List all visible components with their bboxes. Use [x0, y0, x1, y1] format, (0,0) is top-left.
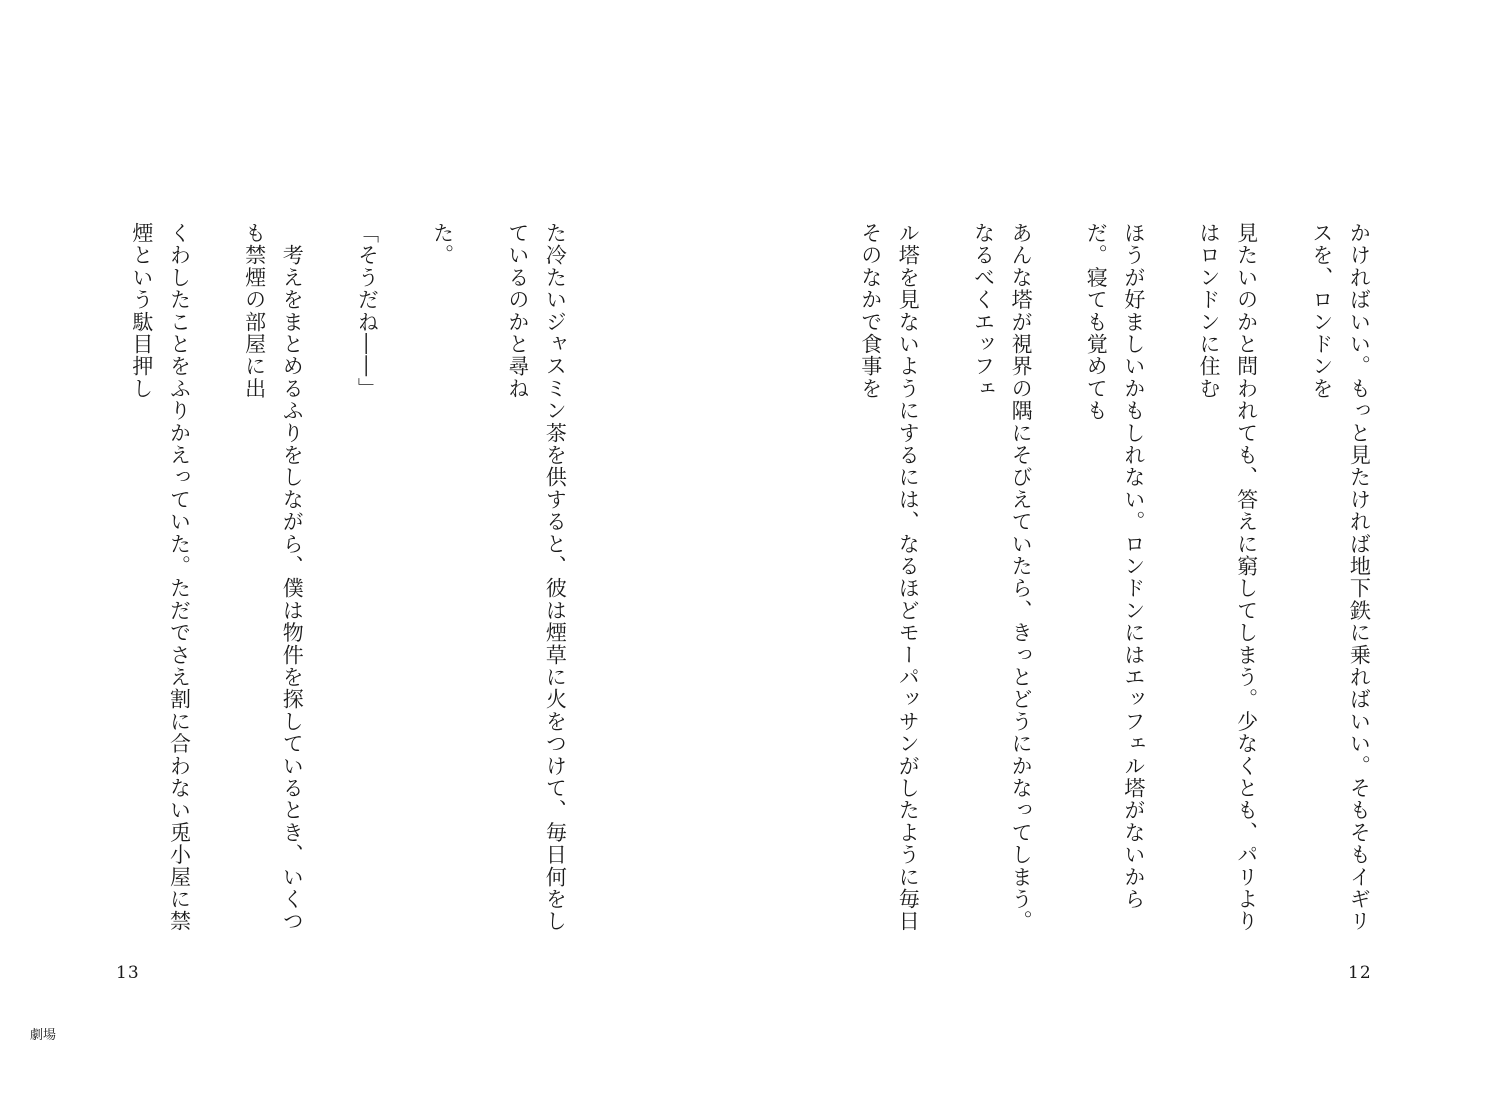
- body-line: 見たいのかと問われても、答えに窮してしまう。少なくとも、パリよりはロンドンに住む: [1197, 222, 1259, 933]
- body-line: あんな塔が視界の隅にそびえていたら、きっとどうにかなってしまう。なるべくエッフェ: [971, 222, 1034, 933]
- page-number: 13: [116, 963, 140, 983]
- left-page-body-text: [93, 222, 611, 952]
- body-line: ほうが好ましいかもしれない。ロンドンにはエッフェル塔がないからだ。寝ても覚めても: [1084, 222, 1146, 911]
- body-line: た冷たいジャスミン茶を供すると、彼は煙草に火をつけて、毎日何をしているのかと尋ね: [505, 222, 568, 933]
- body-line: 考えをまとめるふりをしながら、僕は物件を探しているとき、いくつも禁煙の部屋に出: [242, 222, 305, 933]
- running-head: 劇場: [30, 1028, 57, 1043]
- body-line: くわしたことをふりかえっていた。ただでさえ割に合わない兎小屋に禁煙という駄目押し: [129, 222, 192, 933]
- page-number: 12: [1348, 963, 1372, 983]
- body-line: ル塔を見ないようにするには、なるほどモーパッサンがしたように毎日そのなかで食事を: [858, 222, 921, 933]
- right-page-body-text: [855, 222, 1415, 952]
- body-line: かければいい。もっと見たければ地下鉄に乗ればいい。そもそもイギリスを、ロンドンを: [1309, 222, 1372, 933]
- body-line: た。: [430, 222, 455, 267]
- right-page: [750, 0, 1500, 1094]
- body-line: 「そうだね――」: [355, 222, 380, 400]
